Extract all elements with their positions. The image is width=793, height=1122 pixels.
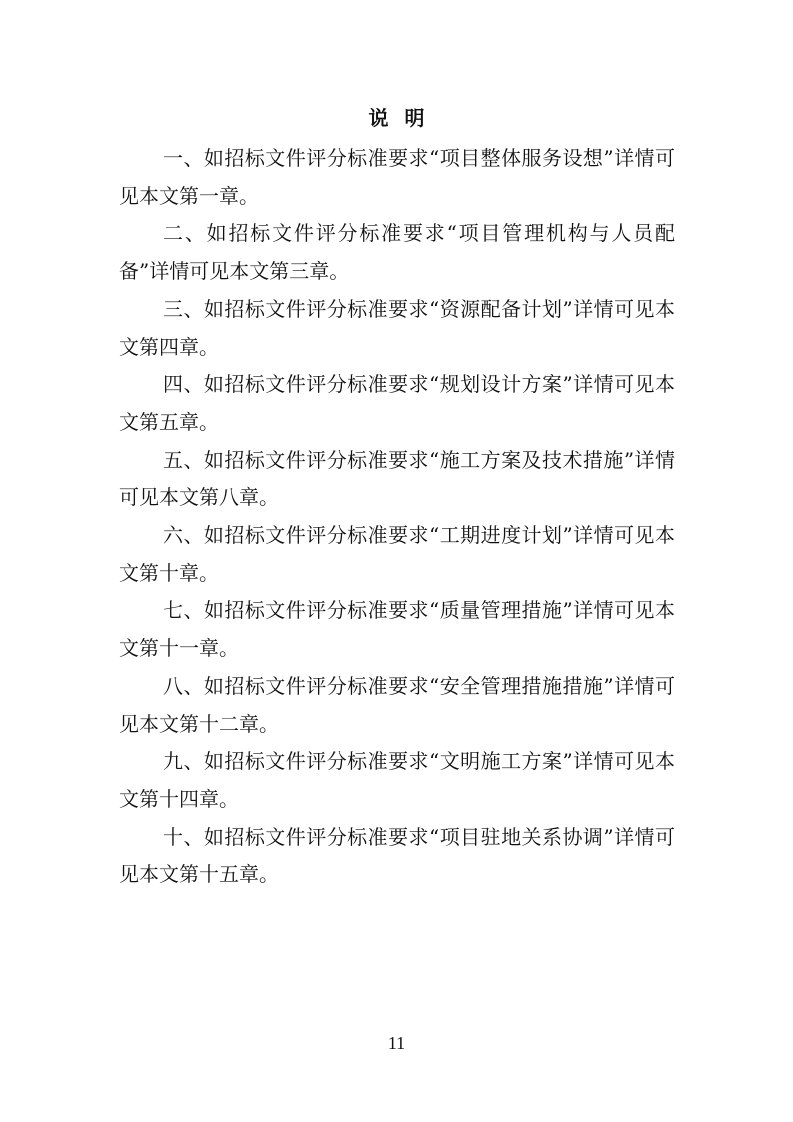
paragraph-9: 九、如招标文件评分标准要求“文明施工方案”详情可见本文第十四章。 bbox=[119, 749, 675, 811]
paragraph-6: 六、如招标文件评分标准要求“工期进度计划”详情可见本文第十章。 bbox=[119, 523, 675, 585]
paragraph-2: 二、如招标文件评分标准要求“项目管理机构与人员配备”详情可见本文第三章。 bbox=[119, 221, 675, 284]
paragraph-7: 七、如招标文件评分标准要求“质量管理措施”详情可见本文第十一章。 bbox=[119, 598, 675, 661]
paragraph-5: 五、如招标文件评分标准要求“施工方案及技术措施”详情可见本文第八章。 bbox=[119, 447, 675, 510]
paragraph-4: 四、如招标文件评分标准要求“规划设计方案”详情可见本文第五章。 bbox=[119, 372, 675, 434]
page-title: 说明 bbox=[368, 106, 441, 130]
page-number: 11 bbox=[387, 1033, 406, 1053]
paragraph-3: 三、如招标文件评分标准要求“资源配备计划”详情可见本文第四章。 bbox=[119, 296, 675, 359]
explanation-list bbox=[119, 140, 675, 894]
paragraph-10: 十、如招标文件评分标准要求“项目驻地关系协调”详情可见本文第十五章。 bbox=[119, 824, 675, 887]
paragraph-1: 一、如招标文件评分标准要求“项目整体服务设想”详情可见本文第一章。 bbox=[119, 146, 675, 208]
paragraph-8: 八、如招标文件评分标准要求“安全管理措施措施”详情可见本文第十二章。 bbox=[119, 673, 675, 736]
